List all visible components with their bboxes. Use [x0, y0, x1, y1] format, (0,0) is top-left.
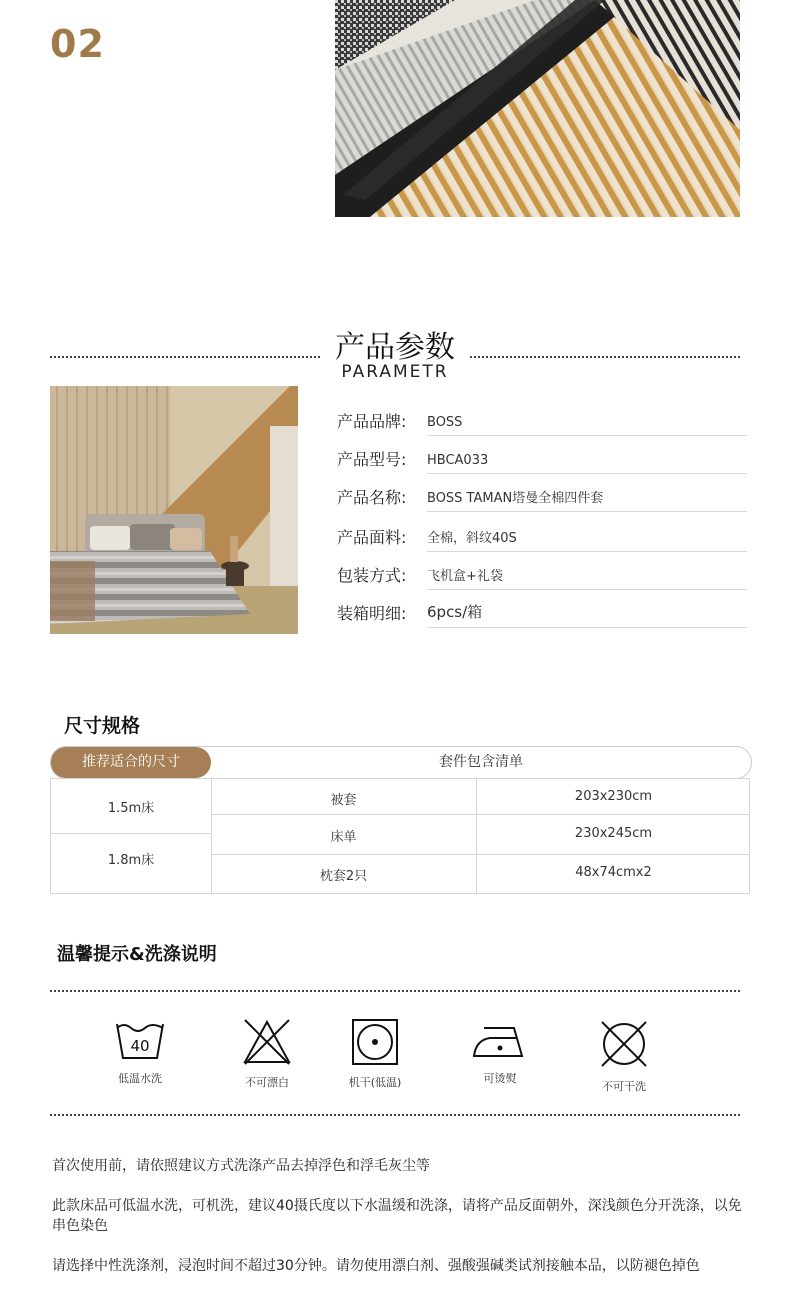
item-name-cell: 床单 — [330, 830, 357, 845]
param-label: 产品品牌: — [337, 412, 407, 431]
param-underline — [427, 511, 747, 512]
param-value: 6pcs/箱 — [427, 603, 483, 621]
care-label: 不可干洗 — [602, 1080, 646, 1093]
table-divider — [211, 854, 749, 855]
param-underline — [427, 627, 747, 628]
care-label: 不可漂白 — [245, 1076, 289, 1089]
param-row-model — [337, 444, 747, 474]
care-label: 低温水洗 — [118, 1072, 162, 1085]
size-table-header — [50, 746, 752, 779]
param-underline — [427, 551, 747, 552]
parameters-subtitle: PARAMETR — [341, 362, 449, 382]
care-note-1: 首次使用前，请依照建议方式洗涤产品去掉浮色和浮毛灰尘等 — [52, 1158, 430, 1174]
param-value: 飞机盒+礼袋 — [427, 569, 503, 584]
item-size-cell: 203x230cm — [574, 789, 653, 804]
size-table — [50, 778, 750, 894]
param-value: BOSS TAMAN塔曼全棉四件套 — [427, 491, 604, 506]
param-label: 包装方式: — [337, 566, 407, 585]
param-row-carton — [337, 598, 747, 628]
param-label: 产品名称: — [337, 488, 407, 507]
care-item-no-dry-clean — [569, 1018, 679, 1094]
item-name-cell: 被套 — [330, 793, 357, 808]
header-set-contents: 套件包含清单 — [439, 754, 523, 770]
table-divider — [211, 814, 749, 815]
no-dry-clean-icon — [598, 1018, 650, 1070]
wash-temperature: 40 — [130, 1037, 150, 1055]
item-size-cell: 48x74cmx2 — [575, 865, 652, 880]
param-value: BOSS — [427, 415, 463, 430]
param-value: 全棉，斜纹40S — [427, 531, 517, 546]
tumble-dry-low-icon — [351, 1018, 399, 1066]
section-number: 02 — [50, 22, 105, 66]
care-item-no-bleach — [212, 1018, 322, 1090]
care-item-iron — [445, 1018, 555, 1086]
bed-size-cell: 1.5m床 — [107, 801, 155, 816]
param-label: 装箱明细: — [337, 604, 407, 623]
item-size-cell: 230x245cm — [574, 826, 653, 841]
fabric-closeup-image — [335, 0, 740, 217]
param-row-fabric — [337, 522, 747, 552]
care-note-2: 此款床品可低温水洗，可机洗，建议40摄氏度以下水温缓和洗涤，请将产品反面朝外，深浅颜色分开洗涤，以免串色染色 — [52, 1198, 742, 1234]
param-underline — [427, 435, 747, 436]
item-name-cell: 枕套2只 — [319, 869, 368, 884]
care-label: 可烫熨 — [483, 1072, 517, 1085]
param-underline — [427, 473, 747, 474]
wash-40-icon — [114, 1018, 166, 1062]
care-label: 机干(低温) — [348, 1076, 402, 1089]
bedroom-photo — [50, 386, 298, 634]
care-divider-bottom — [50, 1114, 740, 1116]
parameters-title: 产品参数 — [335, 330, 455, 365]
size-spec-title: 尺寸规格 — [64, 715, 141, 737]
no-bleach-icon — [241, 1018, 293, 1066]
param-label: 产品面料: — [337, 528, 407, 547]
care-item-wash — [85, 1018, 195, 1086]
header-recommended-size: 推荐适合的尺寸 — [51, 747, 211, 778]
care-divider-top — [50, 990, 740, 992]
bed-size-cell: 1.8m床 — [107, 853, 155, 868]
iron-icon — [470, 1018, 530, 1062]
param-value: HBCA033 — [427, 453, 489, 468]
care-note-3: 请选择中性洗涤剂，浸泡时间不超过30分钟。请勿使用漂白剂、强酸强碱类试剂接触本品，以防褪色掉色 — [52, 1258, 700, 1274]
param-label: 产品型号: — [337, 450, 407, 469]
care-item-tumble-dry — [320, 1018, 430, 1090]
param-row-packaging — [337, 560, 747, 590]
param-row-brand — [337, 406, 747, 436]
care-title: 温馨提示&洗涤说明 — [57, 944, 217, 965]
param-row-name — [337, 482, 747, 512]
table-divider — [51, 833, 211, 834]
param-underline — [427, 589, 747, 590]
